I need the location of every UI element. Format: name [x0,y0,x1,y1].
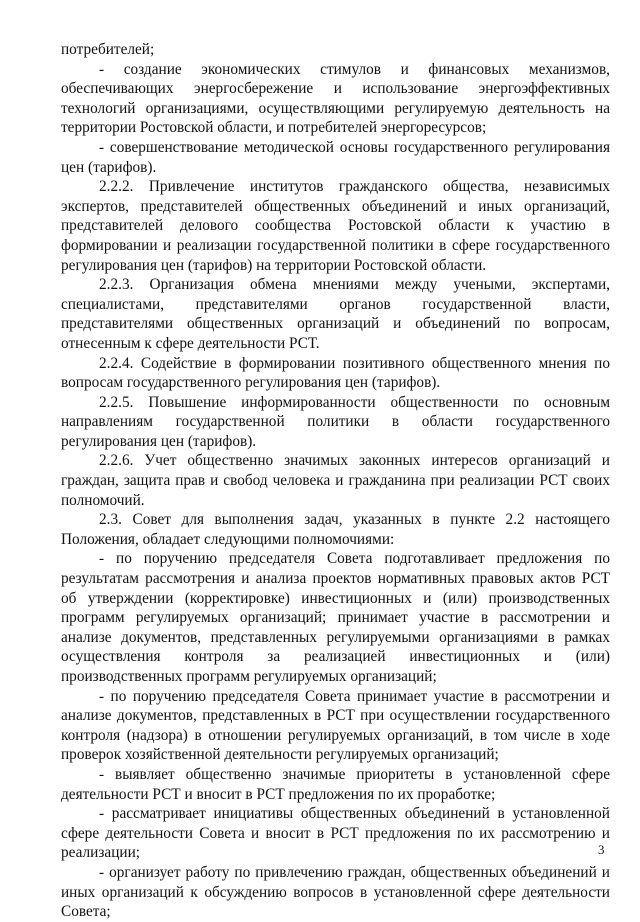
paragraph-continuation: потребителей; [61,41,155,58]
clause-2-2-4: 2.2.4. Содействие в формировании позитивного общественного мнения по вопросам государственного регулирования цен (тарифов). [61,354,610,392]
clause-2-2-6: 2.2.6. Учет общественно значимых законных интересов организаций и граждан, защита прав и свобод человека и гражданина при реализации РСТ своих полномочий. [61,452,610,509]
list-item-citizen-involvement: - организует работу по привлечению граждан, общественных объединений и иных организаций к обсуждению вопросов в установленной сфере деятельности Совета; [61,863,610,921]
clause-2-2-3: 2.2.3. Организация обмена мнениями между учеными, экспертами, специалистами, представителями органов государственной власти, представителями общественных организаций и объединений по вопросам, отнесенным к сфере деятельности РСТ. [61,276,610,352]
list-item-methodology: - совершенствование методической основы государственного регулирования цен (тарифов). [61,138,610,176]
list-item-proposals: - по поручению председателя Совета подготавливает предложения по результатам рассмотрения и анализа проектов нормативных правовых актов РСТ об утверждении (корректировке) инвестиционных и (или) производственных программ регулируемых организаций; принимает участие в рассмотрении и анализе документов, представленных регулируемыми организациями в рамках осуществления контроля за реализацией инвестиционных и (или) производственных программ регулируемых организаций; [61,550,610,685]
clause-2-3: 2.3. Совет для выполнения задач, указанных в пункте 2.2 настоящего Положения, обладает следующими полномочиями: [61,511,610,548]
list-item-initiatives: - рассматривает инициативы общественных объединений в установленной сфере деятельности Совета и вносит в РСТ предложения по их рассмотрению и реализации; [61,805,610,862]
page-number: 3 [598,842,605,857]
list-item-control: - по поручению председателя Совета принимает участие в рассмотрении и анализе документов, представленных в РСТ при осуществлении государственного контроля (надзора) в отношении регулируемых организаций, в том числе в ходе проверок хозяйственной деятельности регулируемых организаций; [61,687,610,764]
clause-2-2-5: 2.2.5. Повышение информированности общественности по основным направлениям государственной политики в области государственного регулирования цен (тарифов). [61,393,610,450]
list-item-priorities: - выявляет общественно значимые приоритеты в установленной сфере деятельности РСТ и вносит в РСТ предложения по их проработке; [61,765,610,803]
clause-2-2-2: 2.2.2. Привлечение институтов гражданского общества, независимых экспертов, представителей общественных объединений и иных организаций, представителей делового сообщества Ростовской области к участию в формировании и реализации государственной политики в сфере государственного регулирования цен (тарифов) на территории Ростовской области. [61,178,610,274]
list-item-economic-incentives: - создание экономических стимулов и финансовых механизмов, обеспечивающих энергосбережение и использование энергоэффективных технологий организациями, осуществляющими регулируемую деятельность на территории Ростовской области, и потребителей энергоресурсов; [61,60,610,137]
document-body [61,40,610,922]
